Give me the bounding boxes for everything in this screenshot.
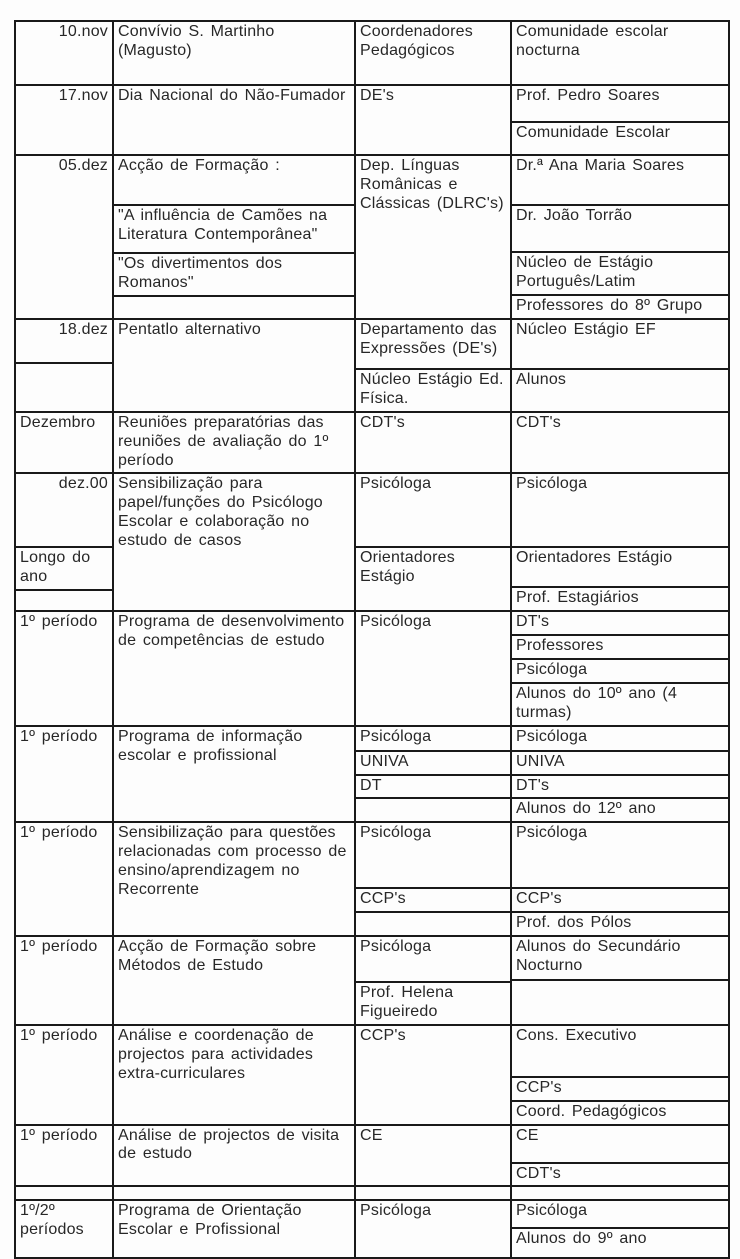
responsible-cell: Núcleo Estágio Ed. Física. [360,371,504,407]
responsible-cell: CCP's [360,1026,406,1044]
audience-cell: Cons. Executivo [512,1026,728,1078]
activity-cell: "Os divertimentos dos Romanos" [114,254,354,297]
activities-table [14,20,730,1259]
responsible-cell: Psicóloga [356,823,510,889]
empty-cell [512,1187,728,1199]
empty-cell [356,799,510,821]
audience-cell: DT's [512,612,728,636]
activity-cell: Sensibilização para questões relacionadas com processo de ensino/aprendizagem no Recorrente [118,824,347,898]
audience-cell: Alunos [516,371,567,388]
table-row [16,1201,728,1257]
responsible-cell: Psicóloga [360,613,432,631]
responsible-cell: CE [360,1126,383,1144]
empty-cell [16,1187,112,1199]
responsible-cell: Orientadores Estágio [360,549,455,586]
date-cell: 18.dez [16,320,112,364]
responsible-cell: DT [356,776,510,800]
responsible-cell: CDT's [360,413,405,431]
responsible-cell: DE's [360,87,395,104]
table-row [16,474,728,612]
activity-cell: Dia Nacional do Não-Fumador [118,87,346,104]
empty-cell [114,1187,354,1199]
empty-cell [16,364,112,411]
audience-cell: CDT's [516,413,561,431]
activity-cell: Convívio S. Martinho (Magusto) [118,23,275,59]
audience-cell: Coord. Pedagógicos [516,1102,667,1120]
audience-cell: Alunos do 12º ano [516,800,656,818]
activity-cell: Análise de projectos de visita de estudo [118,1126,340,1163]
empty-cell [512,981,728,1024]
activity-cell: Programa de informação escolar e profissional [118,727,303,764]
audience-cell: Orientadores Estágio [512,548,728,588]
activity-cell: Sensibilização para papel/funções do Psicólogo Escolar e colaboração no estudo de casos [118,475,323,549]
table-row [16,823,728,937]
audience-cell: Alunos do Secundário Nocturno [512,937,728,981]
date-cell: 17.nov [58,87,108,104]
audience-cell: CE [512,1126,728,1164]
date-cell: Dezembro [20,413,96,431]
responsible-cell: Prof. Helena Figueiredo [360,984,454,1020]
empty-cell [114,297,354,318]
table-row [16,612,728,726]
audience-cell: Psicóloga [512,823,728,889]
audience-cell: DT's [512,776,728,800]
activity-cell: Programa de desenvolvimento de competências de estudo [118,613,345,650]
activity-cell: Reuniões preparatórias das reuniões de avaliação do 1º período [118,413,329,469]
date-cell: Longo do ano [16,548,112,591]
audience-cell: CCP's [512,889,728,913]
table-row [16,86,728,156]
empty-cell [356,1187,510,1199]
audience-cell: Comunidade Escolar [516,124,671,141]
audience-cell: Professores [512,636,728,660]
activity-cell: "A influência de Camões na Literatura Contemporânea" [114,206,354,254]
audience-cell: Psicóloga [512,474,728,548]
date-cell: 1º período [20,727,98,745]
spacer-row [16,1187,728,1201]
table-row [16,937,728,1026]
date-cell: 05.dez [58,157,108,174]
date-cell: 1º período [20,1126,98,1144]
audience-cell: Dr.ª Ana Maria Soares [512,156,728,206]
activity-cell: Acção de Formação : [114,156,354,206]
table-row [16,1026,728,1126]
audience-cell: CDT's [516,1164,561,1182]
date-cell: dez.00 [16,474,112,548]
date-cell: 1º/2º períodos [20,1202,84,1239]
activity-cell: Pentatlo alternativo [118,321,261,338]
audience-cell: Psicóloga [512,1201,728,1229]
audience-cell: Prof. Estagiários [516,589,639,607]
empty-cell [356,913,510,935]
responsible-cell: Departamento das Expressões (DE's) [356,320,510,370]
audience-cell: CCP's [512,1078,728,1102]
table-row [16,1126,728,1188]
audience-cell: Prof. Pedro Soares [512,86,728,123]
audience-cell: Núcleo de Estágio Português/Latim [512,253,728,296]
audience-cell: Alunos do 10º ano (4 turmas) [516,684,678,721]
date-cell: 1º período [20,613,98,631]
date-cell: 10.nov [58,23,108,40]
activity-cell: Programa de Orientação Escolar e Profissional [118,1202,302,1239]
table-row [16,727,728,824]
audience-cell: Psicóloga [512,727,728,752]
table-row [16,320,728,413]
empty-cell [16,591,112,610]
date-cell: 1º período [20,1026,98,1044]
audience-cell: Psicóloga [512,660,728,684]
responsible-cell: Psicóloga [356,937,510,983]
responsible-cell: Psicóloga [360,1202,432,1220]
date-cell: 1º período [20,938,98,955]
responsible-cell: UNIVA [356,752,510,776]
date-cell: 1º período [20,824,98,842]
table-row [16,413,728,475]
responsible-cell: Psicóloga [356,474,510,548]
responsible-cell: CCP's [356,889,510,913]
audience-cell: Prof. dos Pólos [516,914,632,932]
audience-cell: Dr. João Torrão [512,206,728,253]
audience-cell: Comunidade escolar nocturna [516,23,669,59]
audience-cell: Professores do 8º Grupo [516,296,703,314]
responsible-cell: Dep. Línguas Românicas e Clássicas (DLRC's) [360,157,504,212]
activity-cell: Acção de Formação sobre Métodos de Estudo [118,938,317,974]
audience-cell: Núcleo Estágio EF [512,320,728,370]
table-row [16,156,728,320]
audience-cell: UNIVA [512,752,728,776]
table-row [16,22,728,86]
responsible-cell: Coordenadores Pedagógicos [360,23,473,59]
activity-cell: Análise e coordenação de projectos para actividades extra-curriculares [118,1026,314,1082]
audience-cell: Alunos do 9º ano [516,1230,647,1248]
responsible-cell: Psicóloga [356,727,510,752]
